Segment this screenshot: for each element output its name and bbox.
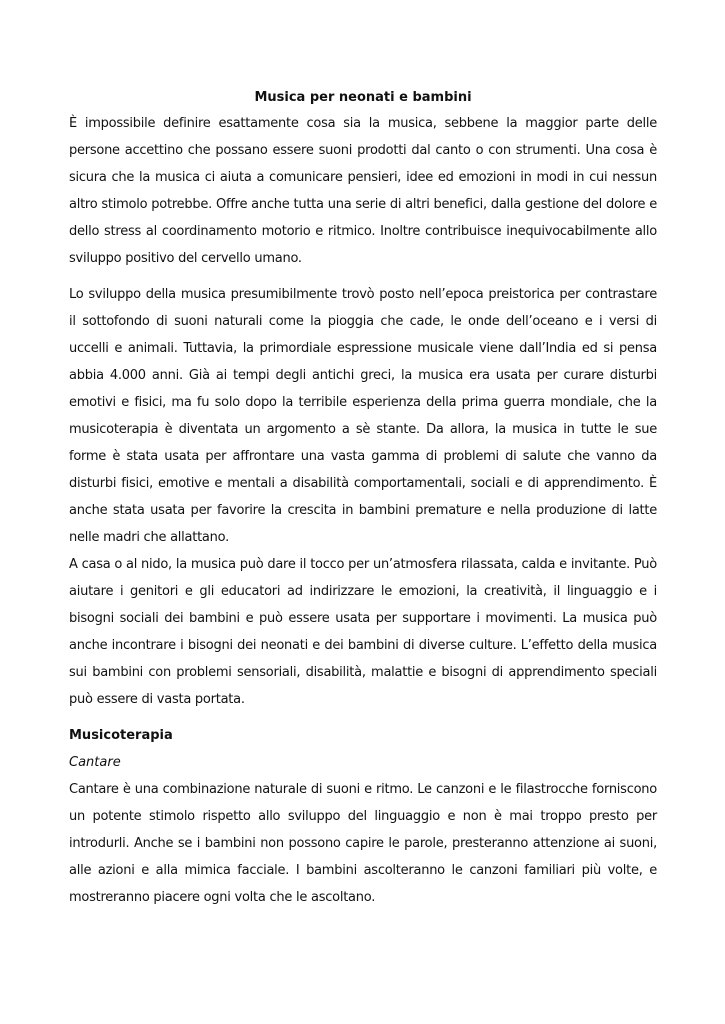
subsection-heading: Cantare	[69, 755, 121, 770]
document-title: Musica per neonati e bambini	[254, 90, 472, 105]
paragraph-home-nursery: A casa o al nido, la musica può dare il tocco per un’atmosfera rilassata, calda e invitante. Può aiutare i genitori e gli educatori ad indirizzare le emozioni, la creatività, il linguaggio e i bisogni sociali dei bambini e può essere usata per supportare i movimenti. La musica può anche incontrare i bisogni dei neonati e dei bambini di diverse culture. L’effetto della musica sui bambini con problemi sensoriali, disabilità, malattie e bisogni di apprendimento speciali può essere di vasta portata.	[69, 557, 657, 707]
paragraph-singing: Cantare è una combinazione naturale di suoni e ritmo. Le canzoni e le filastrocche forniscono un potente stimolo rispetto allo sviluppo del linguaggio e non è mai troppo presto per introdurli. Anche se i bambini non possono capire le parole, presteranno attenzione ai suoni, alle azioni e alla mimica facciale. I bambini ascolteranno le canzoni familiari più volte, e mostreranno piacere ogni volta che le ascoltano.	[69, 782, 657, 905]
document-page	[69, 88, 657, 911]
paragraph-history: Lo sviluppo della musica presumibilmente trovò posto nell’epoca preistorica per contrastare il sottofondo di suoni naturali come la pioggia che cade, le onde dell’oceano e i versi di uccelli e animali. Tuttavia, la primordiale espressione musicale viene dall’India ed si pensa abbia 4.000 anni. Già ai tempi degli antichi greci, la musica era usata per curare disturbi emotivi e fisici, ma fu solo dopo la terribile esperienza della prima guerra mondiale, che la musicoterapia è diventata un argomento a sè stante. Da allora, la musica in tutte le sue forme è stata usata per affrontare una vasta gamma di problemi di salute che vanno da disturbi fisici, emotive e mentali a disabilità comportamentali, sociali e di apprendimento. È anche stata usata per favorire la crescita in bambini premature e nella produzione di latte nelle madri che allattano.	[69, 287, 657, 545]
section-heading: Musicoterapia	[69, 728, 173, 743]
paragraph-intro: È impossibile definire esattamente cosa sia la musica, sebbene la maggior parte delle persone accettino che possano essere suoni prodotti dal canto o con strumenti. Una cosa è sicura che la musica ci aiuta a comunicare pensieri, idee ed emozioni in modi in cui nessun altro stimolo potrebbe. Offre anche tutta una serie di altri benefici, dalla gestione del dolore e dello stress al coordinamento motorio e ritmico. Inoltre contribuisce inequivocabilmente allo sviluppo positivo del cervello umano.	[69, 116, 657, 266]
